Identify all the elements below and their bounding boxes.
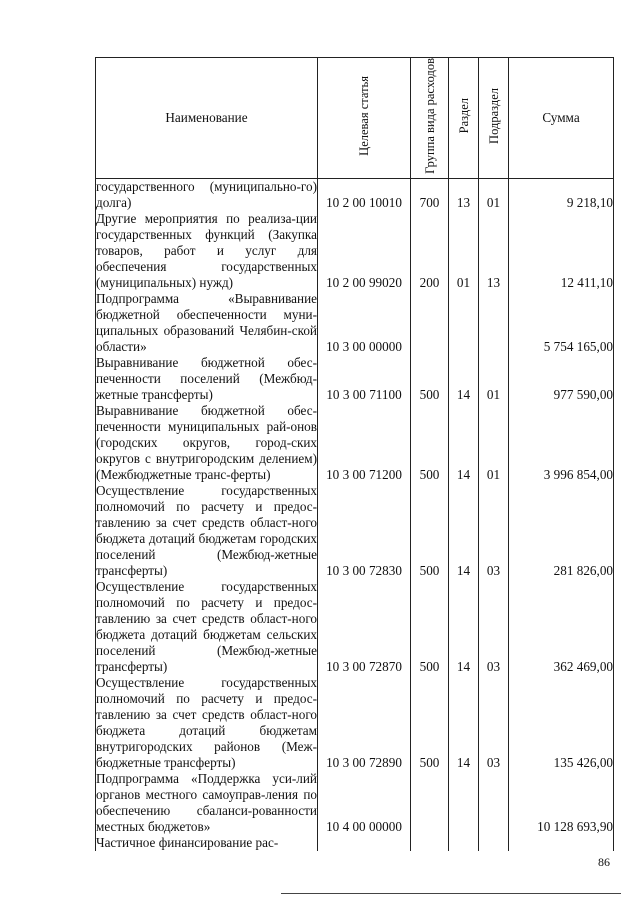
cell-name: Другие мероприятия по реализа-ции государственных функций (Закупка товаров, работ и услуг для обеспечения государственных (муниципальных) нужд)	[96, 210, 317, 290]
cell-subsection	[479, 291, 509, 355]
cell-subsection	[479, 835, 509, 852]
cell-section: 14	[449, 675, 479, 771]
cell-code: 10 3 00 72890	[318, 675, 411, 771]
cell-code: 10 4 00 00000	[318, 771, 411, 835]
table-row	[96, 771, 614, 835]
cell-sum: 362 469,00	[509, 579, 614, 675]
cell-code: 10 3 00 71200	[318, 403, 411, 483]
table-header	[96, 58, 614, 179]
header-subsection: Подраздел	[479, 58, 509, 179]
cell-sum: 135 426,00	[509, 675, 614, 771]
cell-section	[449, 835, 479, 852]
cell-group: 500	[411, 355, 449, 403]
cell-name: Подпрограмма «Поддержка уси-лий органов местного самоуправ-ления по обеспечению сбаланси-рованности местных бюджетов»	[96, 770, 317, 834]
cell-subsection: 03	[479, 675, 509, 771]
table-row	[96, 835, 614, 852]
cell-name: Выравнивание бюджетной обес-печенности поселений (Межбюд-жетные трансферты)	[96, 354, 317, 402]
page-number: 86	[598, 855, 610, 869]
cell-sum: 12 411,10	[509, 211, 614, 291]
cell-group: 700	[411, 178, 449, 211]
table-row	[96, 579, 614, 675]
table-row	[96, 211, 614, 291]
cell-section: 13	[449, 178, 479, 211]
cell-group	[411, 771, 449, 835]
cell-name: Выравнивание бюджетной обес-печенности муниципальных рай-онов (городских округов, город-ских округов с внутригородским делением) (Межбюджетные транс-ферты)	[96, 402, 317, 482]
table-row	[96, 291, 614, 355]
cell-code: 10 3 00 72870	[318, 579, 411, 675]
cell-section	[449, 291, 479, 355]
cell-subsection	[479, 771, 509, 835]
cell-section	[449, 771, 479, 835]
cell-name: Осуществление государственных полномочий по расчету и предос-тавлению за счет средств област-ного бюджета дотаций бюджетам городских поселений (Межбюд-жетные трансферты)	[96, 482, 317, 578]
cell-sum: 3 996 854,00	[509, 403, 614, 483]
header-group: Группа вида расходов	[411, 58, 449, 179]
table-body	[96, 178, 614, 851]
cell-code: 10 2 00 10010	[318, 178, 411, 211]
header-name: Наименование	[96, 58, 318, 179]
cell-sum: 281 826,00	[509, 483, 614, 579]
table-row	[96, 403, 614, 483]
cell-subsection: 03	[479, 483, 509, 579]
cell-group: 200	[411, 211, 449, 291]
table-row	[96, 355, 614, 403]
cell-subsection: 01	[479, 403, 509, 483]
cell-name: Осуществление государственных полномочий по расчету и предос-тавлению за счет средств област-ного бюджета дотаций бюджетам сельских поселений (Межбюд-жетные трансферты)	[96, 578, 317, 674]
cell-sum: 977 590,00	[509, 355, 614, 403]
cell-name: Осуществление государственных полномочий по расчету и предос-тавлению за счет средств област-ного бюджета дотаций бюджетам внутригородских районов (Меж-бюджетные трансферты)	[96, 674, 317, 770]
cell-subsection: 01	[479, 178, 509, 211]
table-row	[96, 178, 614, 211]
cell-sum: 5 754 165,00	[509, 291, 614, 355]
cell-group: 500	[411, 579, 449, 675]
cell-group: 500	[411, 675, 449, 771]
cell-code: 10 3 00 00000	[318, 291, 411, 355]
cell-name: Подпрограмма «Выравнивание бюджетной обеспеченности муни-ципальных образований Челябин-ской области»	[96, 290, 317, 354]
cell-section: 14	[449, 483, 479, 579]
cell-section: 14	[449, 579, 479, 675]
table-row	[96, 483, 614, 579]
cell-name: государственного (муниципально-го) долга)	[96, 178, 317, 210]
budget-table	[95, 57, 614, 852]
cell-sum: 10 128 693,90	[509, 771, 614, 835]
cell-section: 14	[449, 355, 479, 403]
cell-group	[411, 291, 449, 355]
cell-group: 500	[411, 403, 449, 483]
cell-subsection: 01	[479, 355, 509, 403]
cell-section: 01	[449, 211, 479, 291]
cell-section: 14	[449, 403, 479, 483]
cell-sum	[509, 835, 614, 852]
cell-group: 500	[411, 483, 449, 579]
footer-rule	[281, 893, 621, 894]
header-code: Целевая статья	[318, 58, 411, 179]
cell-subsection: 03	[479, 579, 509, 675]
cell-code	[318, 835, 411, 852]
header-sum: Сумма	[509, 58, 614, 179]
cell-name: Частичное финансирование рас-	[96, 835, 318, 852]
cell-sum: 9 218,10	[509, 178, 614, 211]
cell-group	[411, 835, 449, 852]
cell-subsection: 13	[479, 211, 509, 291]
table-row	[96, 675, 614, 771]
header-section: Раздел	[449, 58, 479, 179]
cell-code: 10 3 00 71100	[318, 355, 411, 403]
cell-code: 10 2 00 99020	[318, 211, 411, 291]
cell-code: 10 3 00 72830	[318, 483, 411, 579]
